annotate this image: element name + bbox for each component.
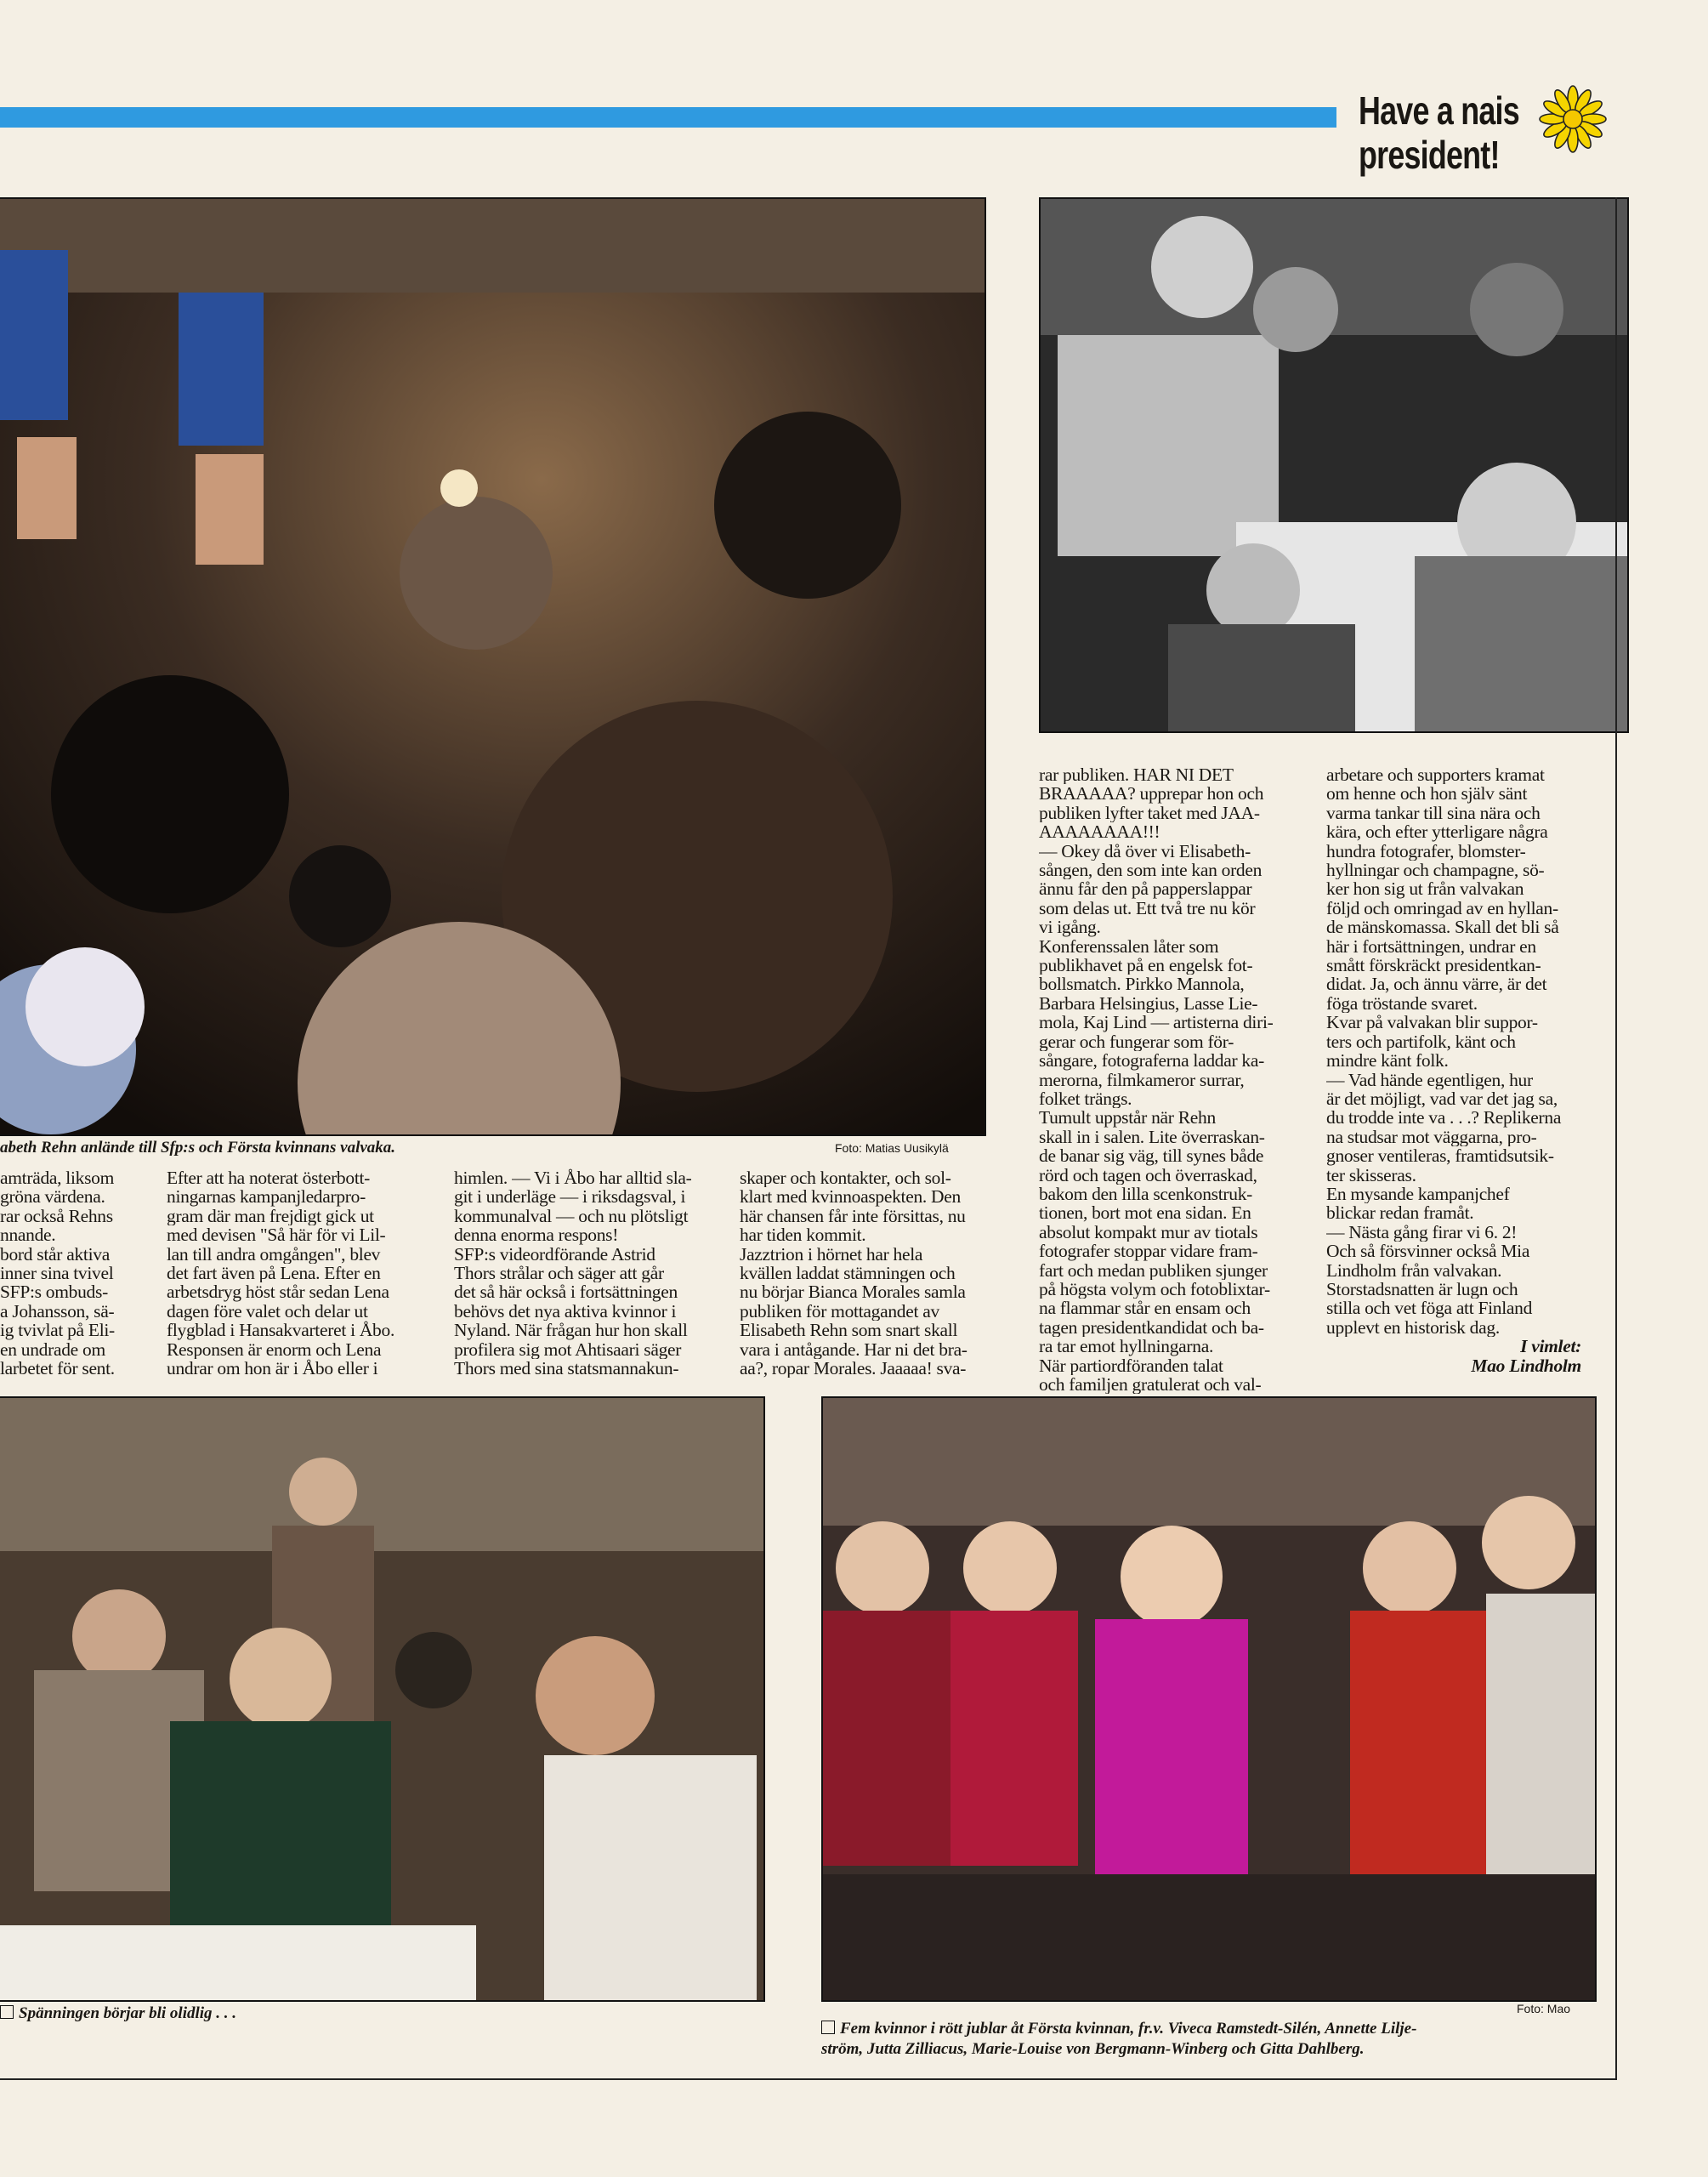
article-line: merorna, filmkameror surrar, <box>1039 1070 1245 1089</box>
article-line: inner sina tvivel <box>0 1264 114 1283</box>
article-line: denna enorma respons! <box>454 1225 619 1245</box>
article-line: vi igång. <box>1039 918 1101 937</box>
article-column-1 <box>0 1168 128 1378</box>
photo-tense-audience <box>0 1396 765 2002</box>
article-line: kvällen laddat stämningen och <box>740 1264 956 1283</box>
bottom-right-caption <box>821 2019 1416 2060</box>
article-line: du trodde inte va . . .? Replikerna <box>1326 1108 1562 1128</box>
bottom-right-credit: Foto: Mao <box>1517 2002 1571 2015</box>
article-line: fotografer stoppar vidare fram- <box>1039 1242 1258 1261</box>
article-line: aa?, ropar Morales. Jaaaaa! sva- <box>740 1359 967 1378</box>
article-column-3 <box>454 1168 701 1378</box>
article-line: gnoser ventileras, framtidsutsik- <box>1326 1146 1554 1166</box>
article-line: Thors strålar och säger att går <box>454 1264 664 1283</box>
article-line: ännu får den på papperslappar <box>1039 879 1252 899</box>
article-column-2 <box>167 1168 415 1378</box>
article-line: tagen presidentkandidat och ba- <box>1039 1317 1264 1338</box>
article-line: Och så försvinner också Mia <box>1326 1242 1530 1261</box>
article-line: a Johansson, sä- <box>0 1301 115 1322</box>
bottom-right-caption-line-1: Fem kvinnor i rött jublar åt Första kvinnan, fr.v. Viveca Ramstedt-Silén, Annette Lilje- <box>840 2020 1417 2038</box>
bottom-left-caption-text: Spänningen börjar bli olidlig . . . <box>19 2004 237 2022</box>
article-line: Barbara Helsingius, Lasse Lie- <box>1039 993 1258 1014</box>
article-line: gröna värdena. <box>0 1187 105 1207</box>
article-line: himlen. — Vi i Åbo har alltid sla- <box>454 1168 692 1188</box>
main-photo-credit: Foto: Matias Uusikylä <box>835 1141 949 1155</box>
article-line: Konferenssalen låter som <box>1039 936 1219 957</box>
article-line: AAAAAAAA!!! <box>1039 822 1160 842</box>
article-line: kära, och efter ytterligare några <box>1326 822 1548 842</box>
photo-press-crowd <box>0 197 986 1136</box>
article-line: om henne och hon själv sänt <box>1326 784 1528 804</box>
byline-label: I vimlet: <box>1520 1337 1581 1356</box>
right-column-rule <box>1615 197 1617 2080</box>
article-column-4 <box>740 1168 990 1378</box>
article-line: mola, Kaj Lind — artisterna diri- <box>1039 1013 1274 1032</box>
article-line: blickar redan framåt. <box>1326 1203 1474 1223</box>
article-line: na flammar står en ensam och <box>1039 1299 1251 1318</box>
article-line: det så här också i fortsättningen <box>454 1282 678 1302</box>
article-line: Efter att ha noterat österbott- <box>167 1168 371 1188</box>
article-column-5 <box>1039 765 1291 1394</box>
article-line: upplevt en historisk dag. <box>1326 1317 1500 1338</box>
article-line: Kvar på valvakan blir suppor- <box>1326 1013 1538 1032</box>
article-line: hundra fotografer, blomster- <box>1326 841 1526 861</box>
article-line: de mänskomassa. Skall det bli så <box>1326 918 1559 937</box>
article-line: nnande. <box>0 1225 56 1245</box>
article-line: dagen före valet och delar ut <box>167 1301 368 1322</box>
caption-box-icon <box>821 2021 835 2034</box>
byline-author: Mao Lindholm <box>1471 1356 1581 1375</box>
section-masthead <box>1359 88 1614 182</box>
article-column-6 <box>1326 765 1581 1375</box>
bottom-right-caption-line-2: ström, Jutta Zilliacus, Marie-Louise von Bergmann-Winberg och Gitta Dahlberg. <box>821 2040 1365 2058</box>
article-line: arbetsdryg höst står sedan Lena <box>167 1282 389 1302</box>
article-line: flygblad i Hansakvarteret i Åbo. <box>167 1321 395 1340</box>
article-line: mindre känt folk. <box>1326 1051 1449 1071</box>
article-line: rar också Rehns <box>0 1206 113 1226</box>
article-line: de banar sig väg, till synes både <box>1039 1146 1264 1166</box>
article-line: didat. Ja, och ännu värre, är det <box>1326 975 1547 994</box>
article-line: tionen, bort mot ena sidan. En <box>1039 1203 1251 1223</box>
article-line: undrar om hon är i Åbo eller i <box>167 1359 378 1378</box>
article-line: ker hon sig ut från valvakan <box>1326 879 1524 899</box>
article-line: skaper och kontakter, och sol- <box>740 1168 951 1188</box>
article-line: SFP:s videordförande Astrid <box>454 1244 655 1265</box>
article-line: rar publiken. HAR NI DET <box>1039 765 1234 785</box>
article-line: — Okey då över vi Elisabeth- <box>1039 841 1251 861</box>
article-line: folket trängs. <box>1039 1088 1132 1109</box>
article-line: Thors med sina statsmannakun- <box>454 1359 679 1378</box>
article-line: kommunalval — och nu plötsligt <box>454 1206 689 1226</box>
article-line: klart med kvinnoaspekten. Den <box>740 1187 961 1207</box>
bottom-rule <box>0 2078 1617 2080</box>
main-photo-caption: abeth Rehn anlände till Sfp:s och Första kvinnans valvaka. <box>0 1139 396 1157</box>
article-line: rörd och tagen och överraskad, <box>1039 1165 1257 1185</box>
article-line: Storstadsnatten är lugn och <box>1326 1279 1518 1299</box>
article-line: hyllningar och champagne, sö- <box>1326 861 1545 880</box>
headline-line-2: president! <box>1359 133 1500 177</box>
photo-five-women-in-red <box>821 1396 1597 2002</box>
article-line: här i fortsättningen, undrar en <box>1326 936 1536 957</box>
article-line: larbetet för sent. <box>0 1359 115 1378</box>
article-line: Elisabeth Rehn som snart skall <box>740 1321 958 1340</box>
sunflower-icon <box>1537 83 1609 155</box>
article-line: stilla och vet föga att Finland <box>1326 1299 1533 1318</box>
article-line: gram där man frejdigt gick ut <box>167 1206 374 1226</box>
article-line: BRAAAAA? upprepar hon och <box>1039 784 1264 804</box>
article-line: följd och omringad av en hyllan- <box>1326 898 1558 918</box>
article-line: bakom den lilla scenkonstruk- <box>1039 1184 1253 1204</box>
article-line: ra tar emot hyllningarna. <box>1039 1337 1214 1356</box>
article-line: profilera sig mot Ahtisaari säger <box>454 1339 682 1360</box>
photo-applauding-audience <box>1039 197 1629 733</box>
article-line: publiken lyfter taket med JAA- <box>1039 803 1260 823</box>
article-line: och familjen gratulerat och val- <box>1039 1375 1262 1395</box>
article-line: na studsar mot väggarna, pro- <box>1326 1127 1537 1147</box>
article-line: är det möjligt, vad var det jag sa, <box>1326 1088 1558 1109</box>
article-line: lan till andra omgången", blev <box>167 1244 381 1265</box>
article-line: Lindholm från valvakan. <box>1326 1260 1502 1280</box>
article-line: en undrade om <box>0 1339 105 1360</box>
article-line: publiken för mottagandet av <box>740 1301 939 1322</box>
article-line: behövs det nya aktiva kvinnor i <box>454 1301 677 1322</box>
headline-line-1: Have a nais <box>1359 88 1519 133</box>
article-line: gerar och fungerar som för- <box>1039 1032 1234 1052</box>
article-line: absolut kompakt mur av tiotals <box>1039 1222 1258 1242</box>
article-line: ters och partifolk, känt och <box>1326 1032 1516 1052</box>
article-line: Responsen är enorm och Lena <box>167 1339 382 1360</box>
article-line: När partiordföranden talat <box>1039 1356 1223 1375</box>
article-line: — Nästa gång firar vi 6. 2! <box>1326 1222 1518 1242</box>
article-line: sångare, fotograferna laddar ka- <box>1039 1051 1264 1071</box>
article-line: smått förskräckt presidentkan- <box>1326 956 1541 975</box>
article-line: bollsmatch. Pirkko Mannola, <box>1039 975 1245 994</box>
article-line: arbetare och supporters kramat <box>1326 765 1545 785</box>
article-line: ter skisseras. <box>1326 1165 1416 1185</box>
article-line: Nyland. När frågan hur hon skall <box>454 1321 688 1340</box>
caption-box-icon <box>0 2005 14 2019</box>
article-line: ningarnas kampanjledarpro- <box>167 1187 366 1207</box>
article-line: — Vad hände egentligen, hur <box>1326 1070 1533 1089</box>
article-line: En mysande kampanjchef <box>1326 1184 1510 1204</box>
article-line: git i underläge — i riksdagsval, i <box>454 1187 686 1207</box>
article-line: sången, den som inte kan orden <box>1039 861 1263 880</box>
article-line: här chansen får inte försittas, nu <box>740 1206 966 1226</box>
article-line: Tumult uppstår när Rehn <box>1039 1108 1216 1128</box>
article-line: amträda, liksom <box>0 1168 115 1188</box>
article-line: föga tröstande svaret. <box>1326 993 1478 1014</box>
article-line: Jazztrion i hörnet har hela <box>740 1244 923 1265</box>
article-line: ig tvivlat på Eli- <box>0 1321 115 1340</box>
bottom-left-caption <box>0 2004 236 2024</box>
article-line: med devisen "Så här för vi Lil- <box>167 1225 386 1245</box>
article-line: det fart även på Lena. Efter en <box>167 1264 381 1283</box>
article-line: vara i antågande. Har ni det bra- <box>740 1339 967 1360</box>
header-color-bar <box>0 107 1336 128</box>
article-line: skall in i salen. Lite överraskan- <box>1039 1127 1265 1147</box>
article-line: varma tankar till sina nära och <box>1326 803 1541 823</box>
article-line: fart och medan publiken sjunger <box>1039 1260 1268 1280</box>
article-line: nu börjar Bianca Morales samla <box>740 1282 966 1302</box>
article-line: bord står aktiva <box>0 1244 110 1265</box>
article-line: på högsta volym och fotoblixtar- <box>1039 1279 1270 1299</box>
article-line: publikhavet på en engelsk fot- <box>1039 956 1253 975</box>
article-line: som delas ut. Ett två tre nu kör <box>1039 898 1256 918</box>
article-line: SFP:s ombuds- <box>0 1282 108 1302</box>
article-line: har tiden kommit. <box>740 1225 866 1245</box>
